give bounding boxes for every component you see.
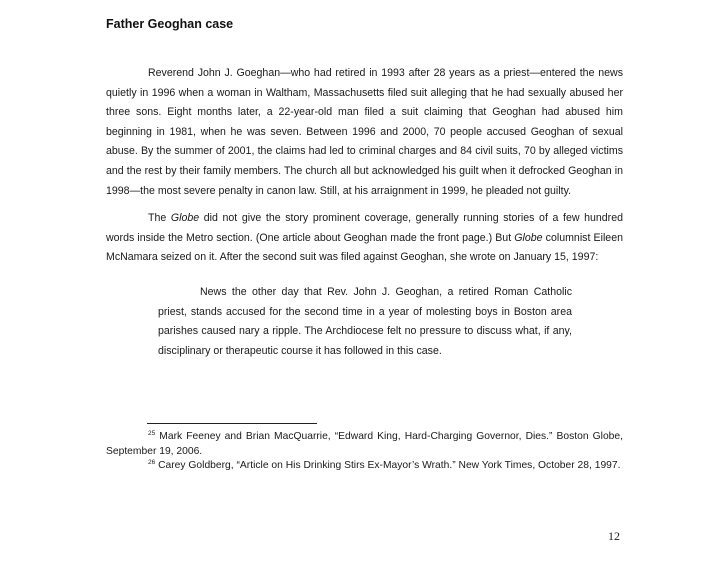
- footnote: [106, 459, 623, 474]
- footnote-number: 25: [148, 430, 156, 437]
- block-quote: News the other day that Rev. John J. Geoghan, a retired Roman Catholic priest, stands accused for the second time in a year of molesting boys in Boston area parishes caused nary a ripple. The Archdiocese felt no pressure to discuss what, if any, disciplinary or therapeutic course it has followed in this case.: [158, 286, 572, 357]
- paragraph-2-text: columnist Eileen McNamara seized on it. After the second suit was filed against Geoghan, she wrote on January 15, 1997:: [106, 231, 623, 264]
- footnote-text: Mark Feeney and Brian MacQuarrie, “Edward King, Hard-Charging Governor, Dies.” Boston Globe, September 19, 2006.: [106, 431, 623, 457]
- footnote-separator: [147, 423, 317, 424]
- publication-name: Globe: [170, 212, 200, 224]
- footnote-number: 26: [148, 459, 156, 466]
- paragraph-2-text: The: [148, 212, 171, 224]
- page-number: 12: [608, 529, 620, 543]
- paragraph-2-text: did not give the story prominent coverage, generally running stories of a few hundred words inside the Metro section. (One article about Geoghan made the front page.) But: [106, 212, 623, 244]
- paragraph-2: [106, 209, 623, 268]
- footnote: [106, 430, 623, 459]
- publication-name: Globe: [514, 231, 543, 244]
- paragraph-1: Reverend John J. Goeghan—who had retired in 1993 after 28 years as a priest—entered the news quietly in 1996 when a woman in Waltham, Massachusetts filed suit alleging that he had sexually abused her three sons. Eight months later, a 22-year-old man filed a suit claiming that Geoghan had abused him beginning in 1981, when he was seven. Between 1996 and 2000, 70 people accused Geoghan of sexual abuse. By the summer of 2001, the claims had led to criminal charges and 84 civil suits, 70 by alleged victims and the rest by their family members. The church all but acknowledged his guilt when it defrocked Geoghan in 1998—the most severe penalty in canon law. Still, at his arraignment in 1999, he pleaded not guilty.: [106, 67, 623, 197]
- footnote-text: Carey Goldberg, “Article on His Drinking Stirs Ex-Mayor’s Wrath.” New York Times, October 28, 1997.: [155, 460, 621, 471]
- section-title: Father Geoghan case: [106, 17, 234, 31]
